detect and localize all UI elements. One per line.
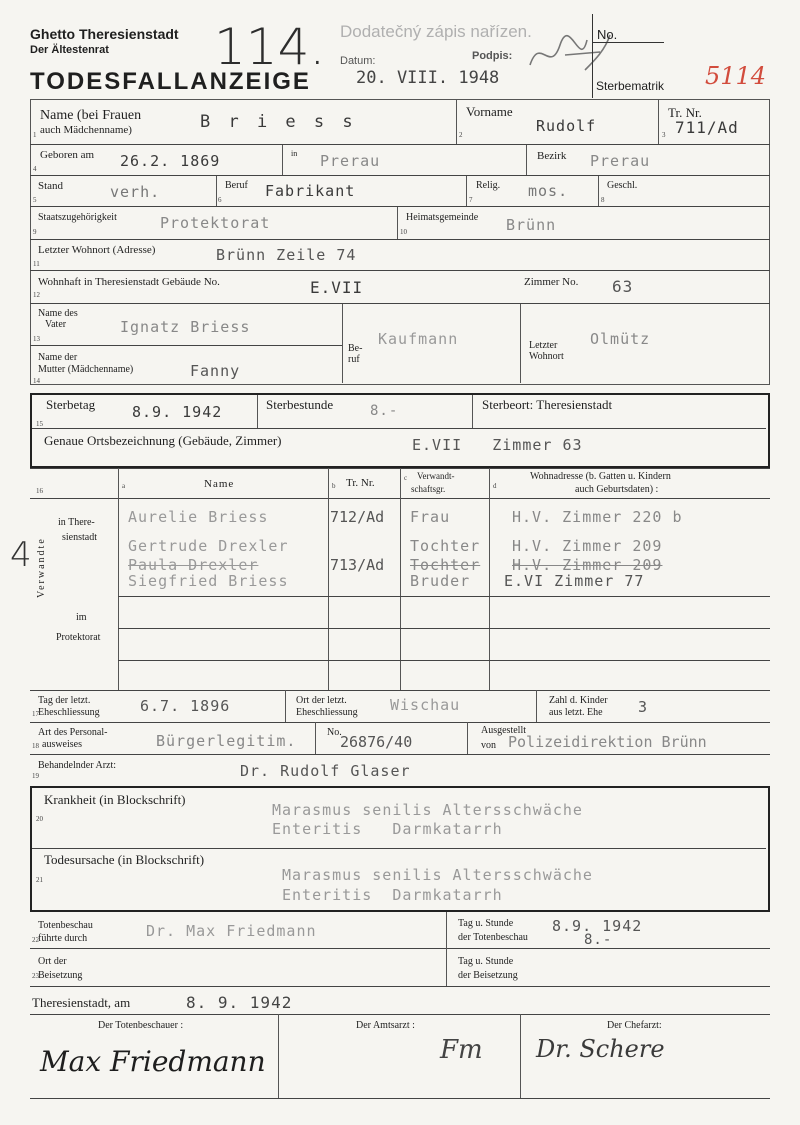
zimmer-label: Zimmer No. — [524, 276, 579, 288]
zimmer-value: 63 — [612, 277, 634, 296]
arzt-value: Dr. Rudolf Glaser — [240, 762, 411, 780]
place-date-label: Theresienstadt, am — [32, 995, 131, 1010]
field-number-2: 2 — [459, 131, 463, 139]
mutter-label-2: Mutter (Mädchenname) — [38, 364, 134, 375]
row-line — [30, 303, 770, 304]
staat-label: Staatszugehörigkeit — [38, 212, 117, 223]
table-bottom — [30, 690, 770, 691]
field-number-6: 6 — [218, 196, 222, 204]
geschl-label: Geschl. — [607, 180, 638, 191]
vater-wohnort-label-1: Letzter — [529, 340, 558, 351]
col-header-trnr: Tr. Nr. — [346, 477, 375, 489]
wohnhaft-value: E.VII — [310, 278, 364, 297]
row-line — [30, 948, 770, 949]
col-letter-a: a — [122, 482, 126, 490]
field-number-15: 15 — [36, 420, 43, 428]
field-number-1: 1 — [33, 131, 37, 139]
field-number-18: 18 — [32, 742, 39, 750]
row-line — [118, 660, 770, 661]
ghetto-title: Ghetto Theresienstadt — [30, 26, 179, 42]
totenbeschau-label-2: führte durch — [38, 933, 88, 944]
staat-value: Protektorat — [160, 214, 271, 232]
divider — [467, 722, 468, 754]
todesursache-line-2: Enteritis Darmkatarrh — [282, 886, 503, 904]
field-number-7: 7 — [469, 196, 473, 204]
in-label: in — [291, 149, 298, 158]
relig-value: mos. — [528, 182, 569, 200]
relative-verw: Tochter — [410, 556, 481, 574]
totenbeschau-tag-value: 8.9. 1942 — [552, 917, 643, 935]
name-label-2: auch Mädchenname) — [40, 124, 132, 136]
field-number-4: 4 — [33, 165, 37, 173]
ehe-tag-label-2: Eheschliessung — [38, 707, 100, 718]
mutter-value: Fanny — [190, 362, 241, 380]
vater-value: Ignatz Briess — [120, 318, 251, 336]
field-number-14: 14 — [33, 377, 40, 385]
beisetzung-ort-label-1: Ort der — [38, 956, 67, 967]
relative-verw: Tochter — [410, 537, 481, 555]
arzt-label: Behandelnder Arzt: — [38, 760, 117, 771]
field-number-20: 20 — [36, 815, 43, 823]
row-line — [30, 345, 342, 346]
chefarzt-signature: Dr. Schere — [536, 1035, 665, 1063]
beruf-label: Beruf — [225, 180, 248, 191]
divider — [285, 690, 286, 722]
row-line — [30, 239, 770, 240]
col-letter-d: d — [493, 482, 497, 490]
relative-verw: Frau — [410, 508, 451, 526]
row-line — [118, 628, 770, 629]
heimat-value: Brünn — [506, 216, 557, 234]
relig-label: Relig. — [476, 180, 501, 191]
trnr-value: 711/Ad — [675, 118, 739, 137]
there-label-2: sienstadt — [62, 532, 97, 543]
ehe-tag-label-1: Tag der letzt. — [38, 695, 91, 706]
field-number-12: 12 — [33, 291, 40, 299]
ehe-ort-label-1: Ort der letzt. — [296, 695, 347, 706]
vater-beruf-label-1: Be- — [348, 343, 363, 354]
field-number-16: 16 — [36, 487, 43, 495]
divider — [315, 722, 316, 754]
prot-label-2: Protektorat — [56, 632, 101, 643]
sterbetag-value: 8.9. 1942 — [132, 403, 223, 421]
relative-name: Gertrude Drexler — [128, 537, 289, 555]
vater-beruf-value: Kaufmann — [378, 330, 459, 348]
row-line — [30, 206, 770, 207]
divider — [216, 176, 217, 206]
surname-value: B r i e s s — [200, 112, 357, 132]
vater-label-2: Vater — [45, 319, 67, 330]
field-number-10: 10 — [400, 228, 407, 236]
field-number-11: 11 — [33, 260, 40, 268]
beisetzung-tag-label-2: der Beisetzung — [458, 970, 518, 981]
row-line — [30, 754, 770, 755]
field-number-19: 19 — [32, 772, 39, 780]
mutter-label-1: Name der — [38, 352, 78, 363]
totenbeschauer-signature: Max Friedmann — [40, 1045, 266, 1078]
krankheit-line-1: Marasmus senilis Altersschwäche — [272, 801, 583, 819]
totenbeschau-tag-label-2: der Totenbeschau — [458, 932, 528, 943]
field-number-9: 9 — [33, 228, 37, 236]
no-box-left — [592, 14, 593, 98]
totenbeschau-tag-label-1: Tag u. Stunde — [458, 918, 514, 929]
divider — [520, 304, 521, 383]
geburtsort-value: Prerau — [320, 152, 381, 170]
relative-trnr: 712/Ad — [330, 508, 385, 526]
relative-wohn: H.V. Zimmer 220 b — [512, 508, 683, 526]
divider — [456, 100, 457, 144]
amtsarzt-label: Der Amtsarzt : — [356, 1020, 415, 1031]
ortsbez-value: E.VII Zimmer 63 — [412, 436, 583, 454]
footer-line — [30, 1014, 770, 1015]
divider — [658, 100, 659, 144]
divider — [446, 912, 447, 948]
vater-wohnort-value: Olmütz — [590, 330, 651, 348]
prot-label-1: im — [76, 612, 87, 623]
row-line — [30, 270, 770, 271]
vorname-label: Vorname — [466, 104, 513, 119]
relative-verw: Bruder — [410, 572, 471, 590]
ausgestellt-label-2: von — [481, 740, 496, 751]
row-line — [30, 144, 770, 145]
relative-name: Aurelie Briess — [128, 508, 269, 526]
divider — [472, 395, 473, 428]
ehe-ort-value: Wischau — [390, 696, 461, 714]
dodatecny-stamp: Dodatečný zápis nařízen. — [340, 22, 532, 41]
wohnhaft-label: Wohnhaft in Theresienstadt Gebäude No. — [38, 276, 220, 288]
no-box-line — [592, 42, 664, 43]
handwritten-number: 114. — [214, 18, 326, 76]
beisetzung-ort-label-2: Beisetzung — [38, 970, 83, 981]
vorname-value: Rudolf — [536, 117, 597, 135]
divider — [278, 1014, 279, 1098]
divider — [520, 1014, 521, 1098]
stand-label: Stand — [38, 180, 64, 192]
place-date-value: 8. 9. 1942 — [186, 993, 293, 1012]
todesursache-label: Todesursache (in Blockschrift) — [44, 852, 205, 867]
col-divider — [400, 468, 401, 690]
kinder-label-2: aus letzt. Ehe — [549, 707, 603, 718]
kinder-value: 3 — [638, 698, 649, 716]
form-title: TODESFALLANZEIGE — [30, 68, 311, 95]
sterbematrik-label: Sterbematrik — [596, 79, 665, 93]
col-header-wohn-1: Wohnadresse (b. Gatten u. Kindern — [530, 471, 671, 482]
todesursache-line-1: Marasmus senilis Altersschwäche — [282, 866, 593, 884]
amtsarzt-signature: Fm — [440, 1035, 483, 1065]
vater-label-1: Name des — [38, 308, 78, 319]
sterbetag-label: Sterbetag — [46, 397, 96, 412]
relative-wohn: H.V. Zimmer 209 — [512, 556, 663, 574]
krankheit-line-2: Enteritis Darmkatarrh — [272, 820, 503, 838]
ausweis-value: Bürgerlegitim. — [156, 732, 297, 750]
divider — [446, 948, 447, 986]
divider — [282, 145, 283, 175]
row-line — [30, 175, 770, 176]
divider — [526, 145, 527, 175]
ortsbez-label: Genaue Ortsbezeichnung (Gebäude, Zimmer) — [44, 433, 282, 448]
heimat-label: Heimatsgemeinde — [406, 212, 479, 223]
field-number-17: 17 — [32, 710, 39, 718]
relative-trnr: 713/Ad — [330, 556, 385, 574]
col-divider — [328, 468, 329, 690]
name-label: Name (bei Frauen — [40, 108, 142, 123]
divider — [598, 176, 599, 206]
stand-value: verh. — [110, 183, 161, 201]
ausgestellt-value: Polizeidirektion Brünn — [508, 733, 707, 751]
totenbeschau-label-1: Totenbeschau — [38, 920, 93, 931]
col-header-verw-1: Verwandt- — [417, 471, 455, 481]
col-letter-b: b — [332, 482, 336, 490]
beruf-value: Fabrikant — [265, 182, 356, 200]
ausweis-label-2: ausweises — [42, 739, 82, 750]
sterbestunde-value: 8.- — [370, 403, 399, 419]
relative-name: Siegfried Briess — [128, 572, 289, 590]
relative-wohn: H.V. Zimmer 209 — [512, 537, 663, 555]
col-divider — [118, 468, 119, 690]
krankheit-label: Krankheit (in Blockschrift) — [44, 792, 186, 807]
divider — [536, 690, 537, 722]
col-header-verw-2: schaftsgr. — [411, 484, 446, 494]
trnr-label: Tr. Nr. — [668, 105, 702, 120]
row-line — [30, 986, 770, 987]
divider — [397, 207, 398, 239]
totenbeschau-stunde-value: 8.- — [584, 932, 613, 948]
vater-wohnort-label-2: Wohnort — [529, 351, 564, 362]
sterbestunde-label: Sterbestunde — [266, 397, 334, 412]
ausweis-no-value: 26876/40 — [340, 733, 413, 751]
council-title: Der Ältestenrat — [30, 44, 109, 56]
datum-value: 20. VIII. 1948 — [356, 68, 500, 88]
bezirk-value: Prerau — [590, 152, 651, 170]
field-number-22: 22 — [32, 936, 39, 944]
no-label: No. — [597, 27, 618, 42]
row-line — [30, 722, 770, 723]
row-line — [32, 428, 766, 429]
red-register-number: 5114 — [705, 62, 767, 90]
wohnort-label: Letzter Wohnort (Adresse) — [38, 244, 156, 256]
footer-bottom-line — [30, 1098, 770, 1099]
kinder-label-1: Zahl d. Kinder — [549, 695, 608, 706]
field-number-21: 21 — [36, 876, 43, 884]
relative-wohn: E.VI Zimmer 77 — [504, 572, 645, 590]
totenbeschauer-label: Der Totenbeschauer : — [98, 1020, 184, 1031]
chefarzt-label: Der Chefarzt: — [607, 1020, 662, 1031]
field-number-8: 8 — [601, 196, 605, 204]
sterbeort-label: Sterbeort: Theresienstadt — [482, 397, 613, 412]
datum-label: Datum: — [340, 55, 376, 67]
relative-name: Paula Drexler — [128, 556, 259, 574]
verwandte-side-label: Verwandte — [36, 537, 47, 598]
field-number-23: 23 — [32, 972, 39, 980]
col-header-wohn-2: auch Geburtsdaten) : — [575, 484, 659, 495]
geboren-value: 26.2. 1869 — [120, 152, 221, 170]
field-number-3: 3 — [662, 131, 666, 139]
col-letter-c: c — [404, 474, 408, 482]
divider — [257, 395, 258, 428]
ausweis-no-label: No. — [327, 727, 342, 738]
ehe-ort-label-2: Eheschliessung — [296, 707, 358, 718]
podpis-label: Podpis: — [472, 50, 513, 62]
col-header-name: Name — [204, 478, 235, 490]
row-line — [32, 848, 766, 849]
divider — [342, 304, 343, 383]
ausgestellt-label-1: Ausgestellt — [481, 725, 526, 736]
field-number-5: 5 — [33, 196, 37, 204]
col-divider — [489, 468, 490, 690]
totenbeschau-value: Dr. Max Friedmann — [146, 922, 317, 940]
divider — [466, 176, 467, 206]
hand-mark: 4 — [10, 535, 32, 575]
geboren-label: Geboren am — [40, 149, 95, 161]
bezirk-label: Bezirk — [537, 150, 567, 162]
ehe-tag-value: 6.7. 1896 — [140, 697, 231, 715]
wohnort-value: Brünn Zeile 74 — [216, 246, 357, 264]
ausweis-label-1: Art des Personal- — [38, 727, 108, 738]
section-divider — [118, 596, 770, 597]
beisetzung-tag-label-1: Tag u. Stunde — [458, 956, 514, 967]
field-number-13: 13 — [33, 335, 40, 343]
there-label-1: in There- — [58, 517, 95, 528]
vater-beruf-label-2: ruf — [348, 354, 360, 365]
